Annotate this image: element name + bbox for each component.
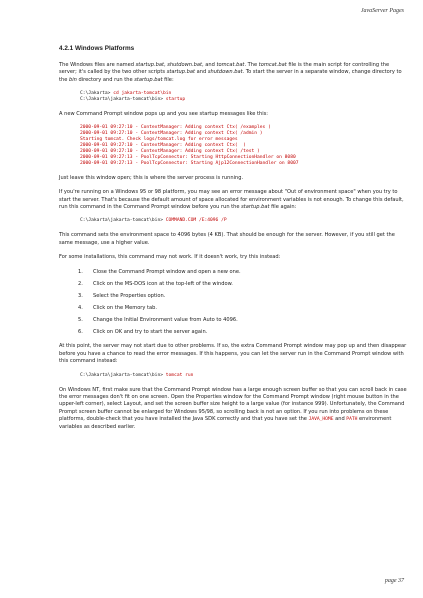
list-item: 5. Change the Initial Environment value from Auto to 4096. <box>78 317 238 324</box>
list-item: 3. Select the Properties option. <box>78 292 166 299</box>
code-line: 2000-09-01 09:27:10 - ContextManager: Adding context Ctx( /examples ) <box>80 125 271 131</box>
page-number: page 37 <box>384 578 404 584</box>
code-line: C:\Jakarta\jakarta-tomcat\bin> COMMAND.COM /E:4096 /P <box>80 218 227 224</box>
page-content <box>59 45 407 438</box>
section-title: 4.2.1 Windows Platforms <box>59 45 135 52</box>
code-line: 2000-09-01 09:27:13 - PoolTcpConnector: Starting HttpConnectionHandler on 8080 <box>80 154 296 160</box>
code-line: C:\Jakarta> cd jakarta-tomcat\bin <box>80 91 172 97</box>
paragraph-environment-space: If you're running on a Windows 95 or 98 platform, you may see an error message about "Out of environment space" when you try to start the server. That's because the default amount of space allocated for environment variables is not enough. To change this default, run this command in the Command Prompt window before you run the startup.bat file again: <box>59 189 404 210</box>
code-line: C:\Jakarta\jakarta-tomcat\bin> tomcat run <box>80 372 194 378</box>
code-block-command-com <box>80 218 407 224</box>
code-block-startup-messages <box>80 125 407 166</box>
code-line: 2000-09-01 09:27:10 - ContextManager: Adding context Ctx( ) <box>80 143 246 149</box>
paragraph-leave-open: Just leave this window open; this is where the server process is running. <box>59 174 244 181</box>
steps-list <box>78 269 407 336</box>
list-item: 1. Close the Command Prompt window and open a new one. <box>78 268 241 275</box>
running-header: JavaServer Pages <box>360 8 404 14</box>
paragraph-windows-files: The Windows files are named startup.bat, shutdown.bat, and tomcat.bat. The tomcat.bat file is the main script for controlling the server; it's called by the two other scripts startup.bat and shutdown.bat. To start the server in a separate window, change directory to the bin directory and run the startup.bat file: <box>59 62 402 83</box>
code-block-tomcat-run <box>80 373 407 379</box>
paragraph-try-instead: For some installations, this command may not work. If it doesn't work, try this instead: <box>59 254 281 261</box>
code-line: 2000-09-01 09:27:13 - PoolTcpConnector: Starting Ajp12ConnectionHandler on 8007 <box>80 160 299 166</box>
code-block-startup <box>80 91 407 103</box>
code-line: 2000-09-01 09:27:10 - ContextManager: Adding context Ctx( /test ) <box>80 149 260 155</box>
env-var-path: PATH <box>346 417 358 423</box>
code-line: C:\Jakarta\jakarta-tomcat\bin> startup <box>80 97 186 103</box>
paragraph-new-window: A new Command Prompt window pops up and you see startup messages like this: <box>59 111 269 118</box>
list-item: 2. Click on the MS-DOS icon at the top-left of the window. <box>78 280 233 287</box>
env-var-java-home: JAVA_HOME <box>308 417 334 423</box>
paragraph-windows-nt: On Windows NT, first make sure that the Command Prompt window has a large enough screen buffer so that you can scroll back in case the error messages don't fit on one screen. Open the Properties window for the Command Prompt window (right mouse button in the upper-left corner), select Layout, and set the screen buffer size height to a large value (for instance 999). Unfortunately, the Command Prompt screen buffer cannot be enlarged for Windows 95/98, so scrolling back is not an option. If you run into problems on these platforms, double-check that you have installed the Java SDK correctly and that you have set the JAVA_HOME and PATH environment variables as described earlier. <box>59 386 407 430</box>
list-item: 6. Click on OK and try to start the server again. <box>78 329 208 336</box>
code-line: 2000-09-01 09:27:10 - ContextManager: Adding context Ctx( /admin ) <box>80 131 263 137</box>
code-line: Starting tomcat. Check logs/tomcat.log for error messages <box>80 137 238 143</box>
list-item: 4. Click on the Memory tab. <box>78 305 158 312</box>
paragraph-other-problems: At this point, the server may not start due to other problems. If so, the extra Command Prompt window may pop up and then disappear before you have a chance to read the error messages. If this happens, you can let the server run in the Command Prompt window with this command instead: <box>59 343 407 365</box>
paragraph-env-bytes: This command sets the environment space to 4096 bytes (4 KB). That should be enough for the server. However, if you still get the same message, use a higher value. <box>59 232 395 246</box>
